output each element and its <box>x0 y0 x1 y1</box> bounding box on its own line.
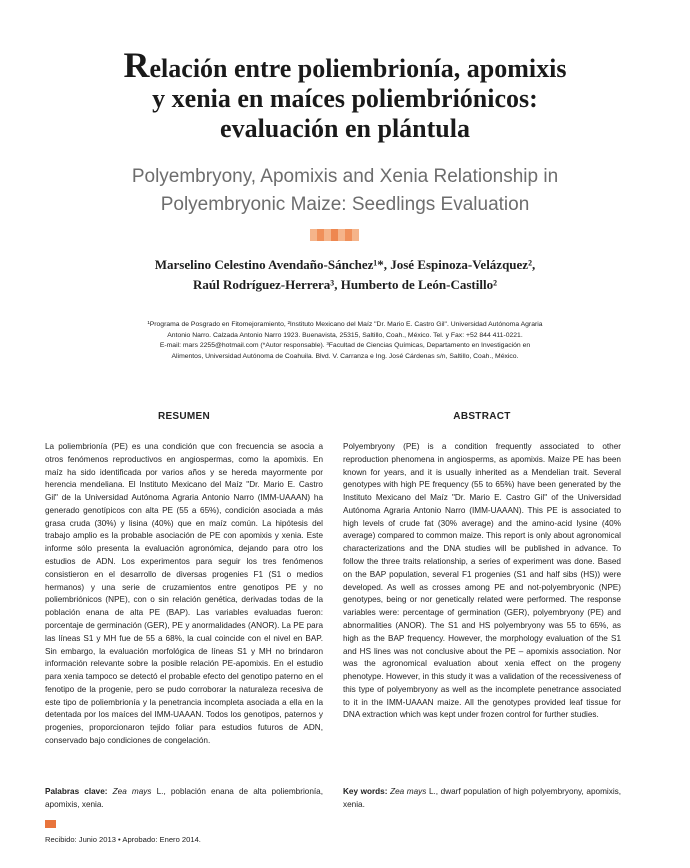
palabras-clave-text: L., población enana de alta poliembrionía, apomixis, xenia. <box>45 787 323 809</box>
title-line-1-rest: elación entre poliembrionía, apomixis <box>149 54 567 83</box>
affiliation-line-3: E-mail: mars 2255@hotmail.com (*Autor responsable). ³Facultad de Ciencias Químicas, Departamento en Investigación en <box>159 342 531 349</box>
affiliation-line-2: Antonio Narro. Calzada Antonio Narro 1923. Buenavista, 25315, Saltillo, Coah., México. Tel. y Fax: +52 844 411-0221. <box>167 331 523 339</box>
title-line-1 <box>60 45 630 85</box>
decorative-color-segment <box>331 229 338 241</box>
key-words <box>343 786 621 811</box>
abstract-heading: ABSTRACT <box>453 411 511 422</box>
subtitle-line-2: Polyembryonic Maize: Seedlings Evaluation <box>160 194 530 215</box>
decorative-color-segment <box>352 229 359 241</box>
palabras-clave-label: Palabras clave: <box>45 787 108 796</box>
affiliation-line-4: Alimentos, Universidad Autónoma de Coahuila. Blvd. V. Carranza e Ing. José Cárdenas s/n, Saltillo, Coah., México. <box>171 352 519 360</box>
decorative-color-segment <box>310 229 317 241</box>
author-list <box>60 255 630 295</box>
abstract-column <box>343 410 622 809</box>
received-dates: Recibido: Junio 2013 • Aprobado: Enero 2014. <box>45 835 201 844</box>
key-words-text: L., dwarf population of high polyembryony, apomixis, xenia. <box>343 787 622 809</box>
decorative-color-segment <box>324 229 331 241</box>
palabras-clave-species: Zea mays <box>112 787 152 796</box>
resumen-body: La poliembrionía (PE) es una condición que con frecuencia se asocia a otros fenómenos reproductivos en angiospermas, como la apomixis. En maíz ha sido identificada por varios años y se hereda mayormente por herencia mendeliana. El Instituto Mexicano del Maíz "Dr. Mario E. Castro Gil" de la Universidad Autónoma Agraria Antonio Narro (IMM-UAAAN) ha generado genotípicos con alta PE (55 a 65%), condición asociada a más grasa cruda (30%) y lisina (40%) que en maíz común. La hipótesis del trabajo amplio es la probable asociación de PE con apomixis y xenia. Este informe sólo presenta la evaluación agronómica, dejando para otro los estudios de ADN. Los experimentos para seguir los tres fenómenos consistieron en el desarrollo de diversas progenies F1 (S1 o medios hermanos) y una serie de cruzamientos entre genotipos PE y no poliembriónicos (NPE), con o sin relación genética, derivadas todas de la población enana de alta PE (BAP). Las variables evaluadas fueron: porcentaje de germinación (GER), PE y anormalidades (ANOR). La PE para las líneas S1 y MH fue de 55 a 68%, la cual coincide con el nivel en BAP. Sin embargo, la evaluación morfológica de líneas S1 y MH no brindaron información relevante sobre la posible relación PE-apomixis. En el estudio para xenia tampoco se detectó el probable efecto del genotipo paterno en el fenotipo de la progenie, pero se pudo corroborar la naturaleza recesiva de este tipo de poliembrionía y la penetrancia incompleta asociada a ella en la detentada por los maíces del IMM-UAAAN. Todos los genotipos, paternos y progenies, proporcionaron tejido foliar para estudios futuros de ADN, conservado bajo condiciones de congelación. <box>45 442 323 745</box>
article-title-spanish <box>60 45 630 144</box>
resumen-heading: RESUMEN <box>157 411 211 422</box>
affiliation-line-1: ¹Programa de Posgrado en Fitomejoramiento, ²Instituto Mexicano del Maíz "Dr. Mario E. Castro Gil". Universidad Autónoma Agraria <box>147 321 543 328</box>
key-words-label: Key words: <box>343 787 388 796</box>
affiliations <box>85 320 605 362</box>
article-title-english <box>60 163 630 219</box>
title-drop-letter: R <box>123 45 150 85</box>
title-line-3: evaluación en plántula <box>220 114 470 143</box>
footer-accent-square <box>45 820 56 828</box>
palabras-clave <box>45 786 323 811</box>
decorative-color-segment <box>345 229 352 241</box>
subtitle-line-1: Polyembryony, Apomixis and Xenia Relationship in <box>131 166 559 187</box>
decorative-color-segment <box>338 229 345 241</box>
resumen-column <box>45 410 323 809</box>
decorative-color-segment <box>317 229 324 241</box>
authors-line-2: Raúl Rodríguez-Herrera³, Humberto de León-Castillo² <box>193 277 497 292</box>
key-words-species: Zea mays <box>390 787 427 796</box>
decorative-color-bar <box>310 229 359 241</box>
abstract-body: Polyembryony (PE) is a condition frequently associated to other reproduction phenomena in angiosperms, as apomixis. Maize PE has been known for years, and it is usually inherited as a Mendelian trait. Several genotypes with high PE frequency (55 to 65%) have been generated by the Instituto Mexicano del Maíz "Dr. Mario E. Castro Gil" of the Universidad Autónoma Agraria Antonio Narro (IMM-UAAAN). This PE is associated to high levels of crude fat (30% average) and the amino-acid lysine (40% average) compared to common maize. This report is only about agronomical characterizations and the DNA studies will be published in advance. To follow the three traits relationship, a series of experiment was done. Based on the BAP population, several F1 progenies (S1 and half sibs (HS)) were developed. As well as crosses among PE and not-polyembryonic (NPE) genotypes, being or nor genetically related were performed. The response variables were: percentage of germination (GER), polyembryony (PE) and abnormalities (ANOR). The S1 and HS polyembryony was 55 to 65%, as high as the BAP frequency. However, the morphology evaluation of the S1 and HS lines was not conclusive about the PE – apomixis association. Nor was the agronomical evaluation about xenia effect on the progeny phenotype. However, in this study it was a validation of the recessiveness of this type of polyembryony as well as the incomplete penetrance associated to it in the IMM-UAAAN maize. All the genotypes provided leaf tissue for DNA extraction which was kept under frozen control for further studies. <box>343 442 621 720</box>
title-line-2: y xenia en maíces poliembriónicos: <box>152 84 538 113</box>
authors-line-1: Marselino Celestino Avendaño-Sánchez¹*, José Espinoza-Velázquez², <box>154 257 536 272</box>
